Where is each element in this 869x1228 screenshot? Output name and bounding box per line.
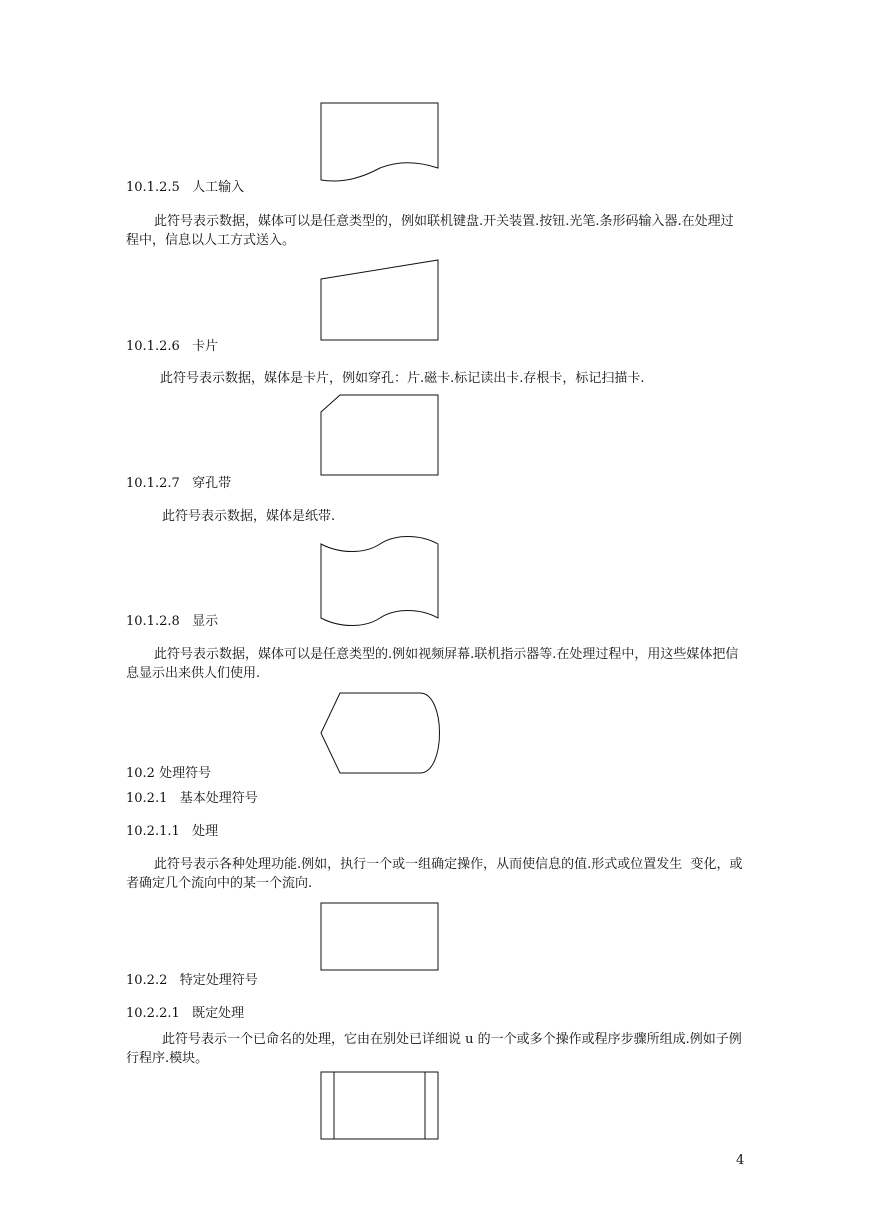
section-heading-10-1-2-5: 10.1.2.5 人工输入 xyxy=(126,180,245,195)
section-description-10-1-2-8: 此符号表示数据，媒体可以是任意类型的.例如视频屏幕.联机指示器等.在处理过程中，用这些媒体把信息显示出来供人们使用. xyxy=(126,647,739,681)
description-10-2-1-1: 此符号表示各种处理功能.例如，执行一个或一组确定操作，从而使信息的值.形式或位置发生 变化，或者确定几个流向中的某一个流向. xyxy=(126,857,743,891)
heading-10-2-1: 10.2.1 基本处理符号 xyxy=(126,791,258,806)
document-symbol-icon xyxy=(320,102,440,186)
section-description-10-1-2-7: 此符号表示数据，媒体是纸带. xyxy=(162,509,336,524)
section-heading-10-1-2-8: 10.1.2.8 显示 xyxy=(126,614,219,629)
process-symbol-icon xyxy=(320,902,440,972)
heading-10-2-1-1: 10.2.1.1 处理 xyxy=(126,824,219,839)
display-symbol-icon xyxy=(320,692,442,776)
section-heading-10-1-2-6: 10.1.2.6 卡片 xyxy=(126,339,219,354)
card-symbol-icon xyxy=(320,394,440,476)
section-description-10-1-2-5: 此符号表示数据，媒体可以是任意类型的，例如联机键盘.开关装置.按钮.光笔.条形码输入器.在处理过程中，信息以人工方式送入。 xyxy=(126,214,734,248)
manual-input-symbol-icon xyxy=(320,259,440,341)
heading-10-2-2-1: 10.2.2.1 既定处理 xyxy=(126,1006,245,1021)
predefined-process-symbol-icon xyxy=(320,1071,440,1141)
punched-tape-symbol-icon xyxy=(320,534,440,628)
description-10-2-2-1: 此符号表示一个已命名的处理，它由在别处已详细说 u 的一个或多个操作或程序步骤所组成.例如子例行程序.模块。 xyxy=(126,1032,742,1066)
section-heading-10-1-2-7: 10.1.2.7 穿孔带 xyxy=(126,476,232,491)
page-number: 4 xyxy=(736,1153,745,1168)
heading-10-2: 10.2 处理符号 xyxy=(126,766,212,781)
heading-10-2-2: 10.2.2 特定处理符号 xyxy=(126,973,258,988)
section-description-10-1-2-6: 此符号表示数据，媒体是卡片，例如穿孔：片.磁卡.标记读出卡.存根卡，标记扫描卡. xyxy=(160,371,645,386)
